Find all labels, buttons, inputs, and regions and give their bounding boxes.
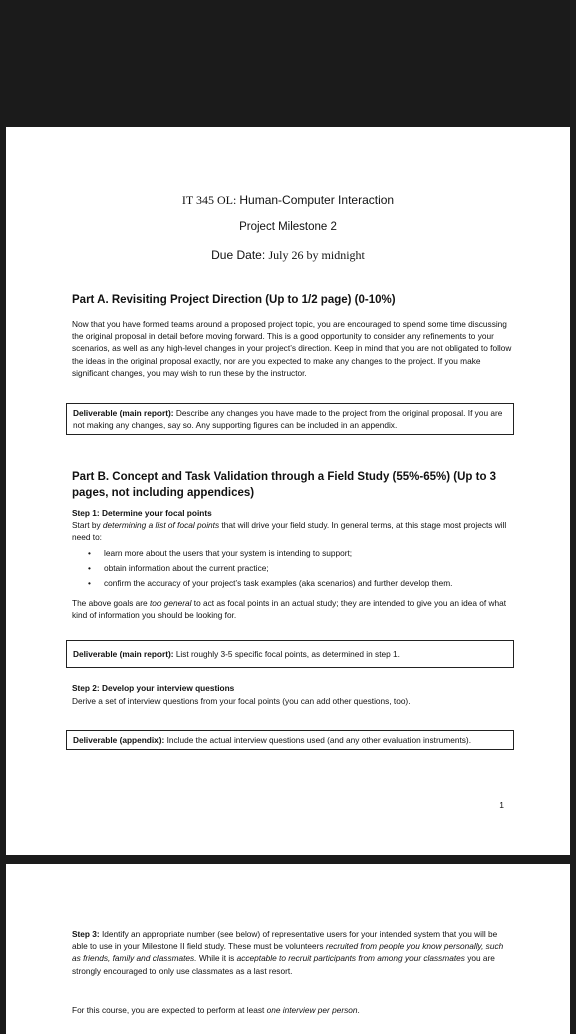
step2-heading: Step 2: Develop your interview questions xyxy=(72,683,235,693)
course-expectation: For this course, you are expected to perform at least one interview per person. xyxy=(72,1005,360,1015)
due-date: Due Date: July 26 by midnight xyxy=(211,248,365,262)
focal-goals-list xyxy=(72,546,512,591)
part-a-heading: Part A. Revisiting Project Direction (Up to 1/2 page) (0-10%) xyxy=(72,294,396,306)
list-item: • confirm the accuracy of your project’s task examples (aka scenarios) and further develop them. xyxy=(72,576,512,591)
course-title: IT 345 OL: Human-Computer Interaction xyxy=(181,193,395,207)
step1-body: Start by determining a list of focal points that will drive your field study. In general terms, at this stage most projects will need to: xyxy=(72,520,507,543)
step2-deliverable-box: Deliverable (appendix): Include the actual interview questions used (and any other evaluation instruments). xyxy=(66,730,514,750)
part-a-deliverable-box: Deliverable (main report): Describe any changes you have made to the project from the original proposal. If you are not making any changes, say so. Any supporting figures can be included in an appendix. xyxy=(66,403,514,435)
viewer-top-bar xyxy=(0,0,576,127)
document-page-2[interactable] xyxy=(6,864,570,1034)
step1-heading: Step 1: Determine your focal points xyxy=(72,508,212,518)
step1-deliverable-box: Deliverable (main report): List roughly 3-5 specific focal points, as determined in step 1. xyxy=(66,640,514,668)
list-item: • learn more about the users that your system is intending to support; xyxy=(72,546,512,561)
page-number: 1 xyxy=(499,800,504,810)
step3-paragraph: Step 3: Identify an appropriate number (see below) of representative users for your intended system that you will be able to use in your Milestone II field study. These must be volunteers recruited from people you know personally, such as friends, family and classmates. While it is acceptable to recruit participants from among your classmates you are strongly encouraged to only use classmates as a last resort. xyxy=(72,929,504,976)
goals-paragraph: The above goals are too general to act as focal points in an actual study; they are intended to give you an idea of what kind of information you should be looking for. xyxy=(72,598,507,621)
list-item: • obtain information about the current practice; xyxy=(72,561,512,576)
document-page-1[interactable] xyxy=(6,127,570,855)
part-a-body: Now that you have formed teams around a proposed project topic, you are encouraged to spend some time discussing the original proposal in detail before moving forward. This is a good opportunity to consider any refinements to your scenarios, as well as any high-level changes in your project’s direction. Keep in mind that you are not obligated to follow the ideas in the original proposal exactly, nor are you expected to make any changes to the project. If you make significant changes, you may wish to run these by the instructor. xyxy=(72,319,512,378)
part-b-heading: Part B. Concept and Task Validation through a Field Study (55%-65%) (Up to 3 pages, not including appendices) xyxy=(72,471,497,499)
step2-body: Derive a set of interview questions from your focal points (you can add other questions, too). xyxy=(72,696,411,706)
milestone-title: Project Milestone 2 xyxy=(239,221,337,233)
